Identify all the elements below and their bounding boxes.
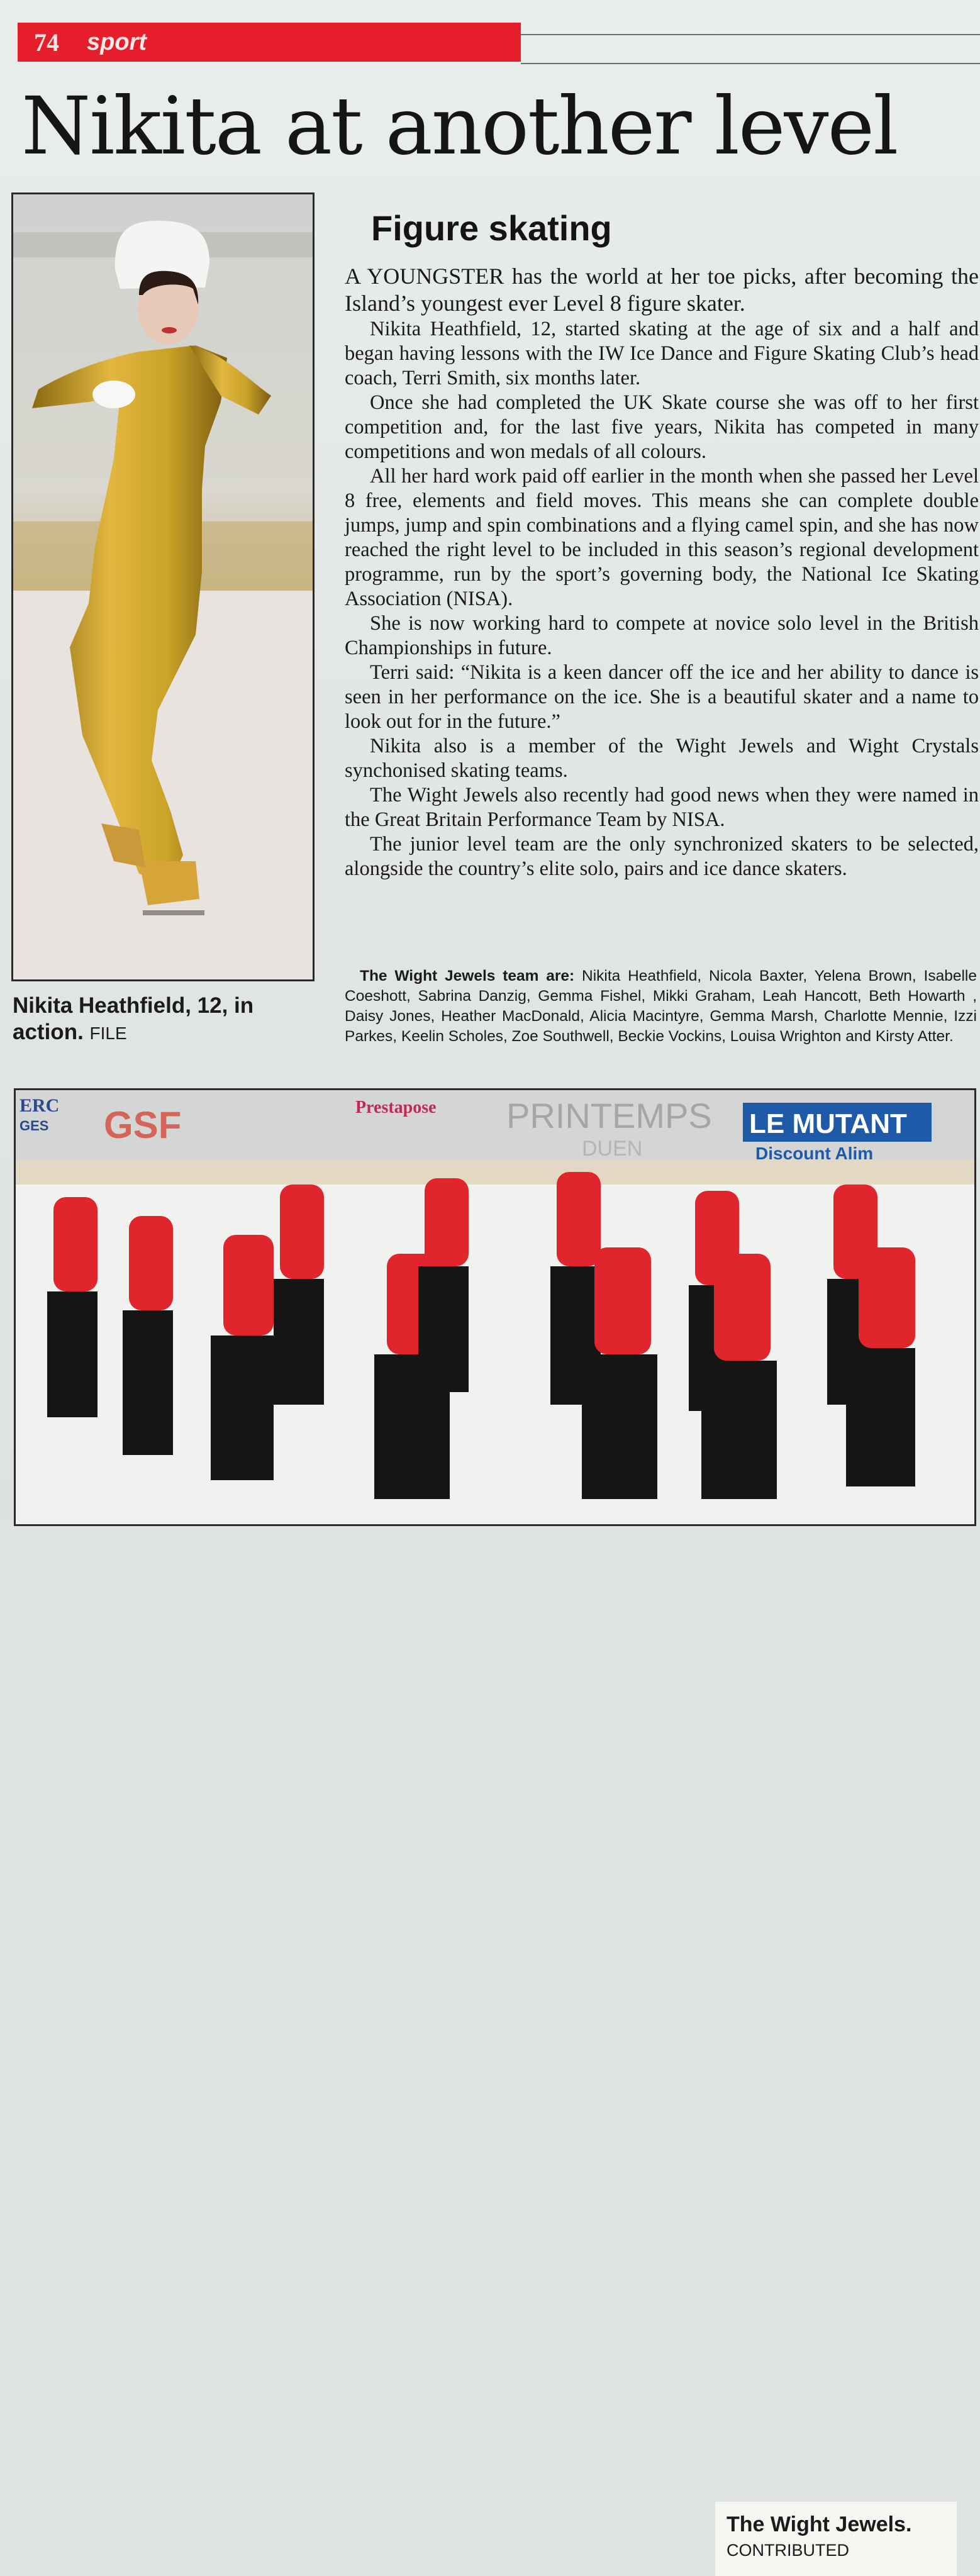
subhead: Figure skating: [371, 208, 612, 248]
article-paragraph: A YOUNGSTER has the world at her toe picks, after becoming the Island’s youngest ever Level 8 figure skater.: [345, 264, 979, 316]
photo-credit: FILE: [89, 1023, 127, 1043]
article-paragraph: All her hard work paid off earlier in the month when she passed her Level 8 free, elements and field moves. This means she can complete double jumps, jump and spin combinations and a flying camel spin, and she has now reached the right level to be included in this season’s regional development programme, run by the sport’s governing body, the National Ice Skating Association (NISA).: [345, 465, 979, 610]
board-prestapose: Prestapose: [355, 1098, 437, 1117]
board-duen: DUEN: [582, 1137, 643, 1161]
skater-figure: [418, 1178, 469, 1392]
board-erc: ERC: [19, 1095, 60, 1116]
team-list-label: The Wight Jewels team are:: [360, 967, 575, 984]
team-photo-caption: [715, 2502, 957, 2576]
article-paragraph: Terri said: “Nikita is a keen dancer off the ice and her ability to dance is seen in her performance on the ice. She is a beautiful skater and a name to look out for in the future.”: [345, 661, 979, 733]
article-paragraph: Once she had completed the UK Skate course she was off to her first competition and, for the last five years, Nikita has competed in many competitions and won medals of all colours.: [345, 391, 979, 463]
skater-figure: [274, 1185, 324, 1405]
board-ges: GES: [19, 1118, 49, 1134]
headline: Nikita at another level: [21, 80, 898, 172]
board-printemps: PRINTEMPS: [506, 1096, 712, 1135]
section-label: sport: [87, 28, 147, 55]
skater-figure: [47, 1197, 97, 1417]
board-discount: Discount Alim: [755, 1144, 874, 1163]
article-paragraph: The junior level team are the only synchronized skaters to be selected, alongside the country’s elite solo, pairs and ice dance skaters.: [345, 833, 979, 880]
caption-text: Nikita Heathfield, 12, in action.: [13, 993, 254, 1044]
skater-figure: [123, 1216, 173, 1455]
team-caption-text: The Wight Jewels.: [727, 2512, 912, 2536]
article-paragraph: The Wight Jewels also recently had good news when they were named in the Great Britain Performance Team by NISA.: [345, 784, 979, 831]
skater-photo-caption: [13, 993, 308, 1047]
board-le-mutant: LE MUTANT: [749, 1108, 907, 1139]
article-body: [345, 263, 979, 881]
section-bar: [18, 23, 521, 62]
header-rule: [521, 34, 980, 35]
team-photo-credit: CONTRIBUTED: [727, 2541, 849, 2560]
article-paragraph: Nikita Heathfield, 12, started skating at the age of six and a half and began having lessons with the IW Ice Dance and Figure Skating Club’s head coach, Terri Smith, six months later.: [345, 318, 979, 389]
team-photo: [14, 1088, 976, 2560]
board-gsf: GSF: [104, 1104, 182, 1146]
header-rule-lower: [521, 63, 980, 64]
article-paragraph: She is now working hard to compete at novice solo level in the British Championships in future.: [345, 612, 979, 659]
skater-photo: [11, 192, 315, 981]
article-paragraph: Nikita also is a member of the Wight Jewels and Wight Crystals synchonised skating teams.: [345, 735, 979, 782]
team-list: [345, 966, 977, 1047]
page-number: 74: [34, 28, 59, 57]
team-list-members: Nikita Heathfield, Nicola Baxter, Yelena Brown, Isabelle Coeshott, Sabrina Danzig, Gemma Fishel, Mikki Graham, Leah Hancott, Beth Howarth , Daisy Jones, Heather MacDonald, Alicia Macintyre, Gemma Marsh, Charlotte Mennie, Izzi Parkes, Keelin Scholes, Zoe Southwell, Beckie Vockins, Louisa Wrighton and Kirsty Atter.: [345, 967, 977, 1045]
